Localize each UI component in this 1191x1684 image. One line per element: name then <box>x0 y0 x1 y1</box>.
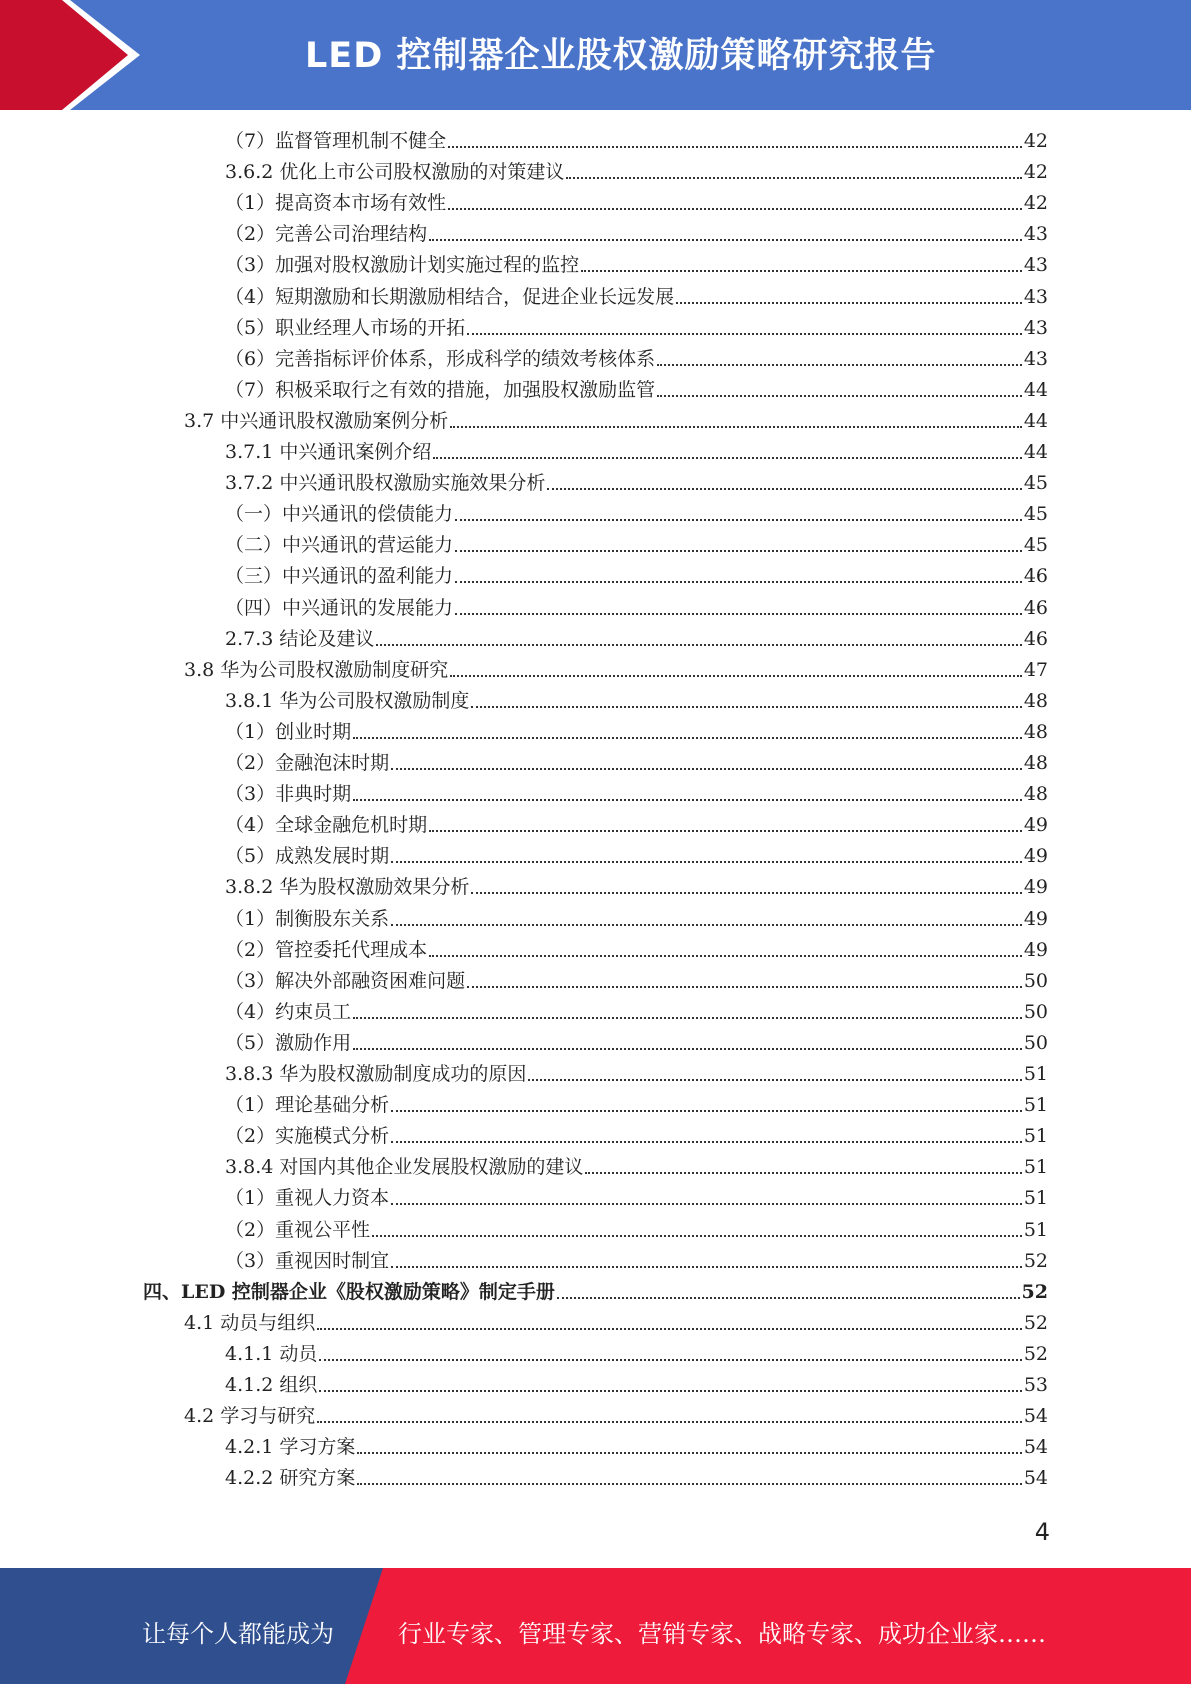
toc-dot-leader <box>467 966 1022 996</box>
toc-dot-leader <box>429 935 1022 965</box>
toc-entry[interactable] <box>225 1183 1048 1213</box>
toc-entry[interactable] <box>225 872 1048 902</box>
toc-entry-page: 49 <box>1023 907 1048 930</box>
toc-entry-label: （4）短期激励和长期激励相结合，促进企业长远发展 <box>225 285 675 308</box>
toc-dot-leader <box>353 997 1022 1027</box>
toc-dot-leader <box>429 810 1022 840</box>
toc-entry-page: 50 <box>1023 969 1048 992</box>
page-header <box>0 0 1191 110</box>
toc-entry[interactable] <box>225 1339 1048 1369</box>
toc-entry-page: 44 <box>1023 378 1048 401</box>
toc-entry-page: 49 <box>1023 938 1048 961</box>
toc-entry[interactable] <box>143 1277 1048 1307</box>
toc-entry-page: 42 <box>1023 192 1048 215</box>
toc-entry-label: （2）金融泡沫时期 <box>225 752 390 774</box>
toc-entry-page: 48 <box>1023 720 1048 743</box>
toc-entry-label: （5）职业经理人市场的开拓 <box>225 316 466 339</box>
toc-entry[interactable] <box>225 1215 1048 1245</box>
toc-dot-leader <box>391 1183 1022 1213</box>
toc-entry-page: 51 <box>1023 1063 1048 1085</box>
toc-entry-label: （2）实施模式分析 <box>225 1125 390 1148</box>
toc-dot-leader <box>376 624 1021 654</box>
toc-entry-page: 51 <box>1023 1218 1048 1241</box>
toc-entry-page: 52 <box>1023 1249 1048 1272</box>
toc-entry-page: 47 <box>1023 658 1048 681</box>
toc-entry-page: 52 <box>1023 1342 1048 1365</box>
toc-entry[interactable] <box>184 406 1048 436</box>
toc-entry-label: （3）非典时期 <box>225 783 352 806</box>
toc-entry-page: 52 <box>1021 1280 1048 1303</box>
toc-entry-page: 46 <box>1023 627 1048 650</box>
toc-entry[interactable] <box>225 1090 1048 1120</box>
toc-dot-leader <box>657 375 1022 405</box>
toc-entry[interactable] <box>225 561 1048 591</box>
toc-dot-leader <box>581 250 1022 280</box>
toc-entry[interactable] <box>225 1152 1048 1182</box>
toc-entry-page: 43 <box>1023 316 1048 339</box>
toc-dot-leader <box>391 841 1022 871</box>
toc-entry[interactable] <box>225 935 1048 965</box>
toc-dot-leader <box>372 1215 1022 1245</box>
toc-dot-leader <box>433 437 1021 467</box>
toc-entry-label: （2）完善公司治理结构 <box>225 223 428 246</box>
toc-dot-leader <box>391 748 1022 778</box>
toc-entry-label: （3）重视因时制宜 <box>225 1249 390 1272</box>
toc-dot-leader <box>357 1463 1021 1493</box>
toc-entry[interactable] <box>225 810 1048 840</box>
toc-entry-label: 3.8.1 华为公司股权激励制度 <box>225 689 470 712</box>
toc-entry-page: 49 <box>1023 814 1048 837</box>
toc-dot-leader <box>429 219 1022 249</box>
toc-entry-page: 51 <box>1023 1094 1048 1117</box>
toc-entry[interactable] <box>225 1059 1048 1089</box>
toc-entry-page: 49 <box>1023 845 1048 868</box>
toc-entry[interactable] <box>225 344 1048 374</box>
toc-dot-leader <box>391 1121 1022 1151</box>
toc-dot-leader <box>455 499 1022 529</box>
toc-entry-page: 49 <box>1023 876 1048 899</box>
toc-dot-leader <box>319 1339 1021 1369</box>
toc-entry-label: （1）制衡股东关系 <box>225 907 390 930</box>
toc-entry-page: 45 <box>1023 503 1048 526</box>
toc-entry[interactable] <box>225 126 1048 156</box>
toc-entry-label: 3.6.2 优化上市公司股权激励的对策建议 <box>225 161 565 184</box>
page-number: 4 <box>1034 1518 1050 1546</box>
toc-entry-label: 3.7 中兴通讯股权激励案例分析 <box>184 409 449 432</box>
toc-entry-page: 45 <box>1023 534 1048 557</box>
toc-entry-page: 46 <box>1023 565 1048 588</box>
toc-entry[interactable] <box>225 1121 1048 1151</box>
toc-entry-label: （4）全球金融危机时期 <box>225 814 428 837</box>
toc-dot-leader <box>319 1370 1021 1400</box>
toc-entry[interactable] <box>225 624 1048 654</box>
toc-entry-label: （3）加强对股权激励计划实施过程的监控 <box>225 254 580 277</box>
toc-dot-leader <box>455 593 1022 623</box>
toc-entry-label: 4.2.1 学习方案 <box>225 1436 356 1459</box>
toc-entry[interactable] <box>225 779 1048 809</box>
toc-entry[interactable] <box>225 1432 1048 1462</box>
page-footer <box>0 1568 1191 1684</box>
toc-dot-leader <box>353 779 1022 809</box>
toc-dot-leader <box>357 1432 1021 1462</box>
toc-entry[interactable] <box>225 966 1048 996</box>
toc-entry-label: 3.8.4 对国内其他企业发展股权激励的建议 <box>225 1156 584 1179</box>
toc-dot-leader <box>585 1152 1021 1182</box>
toc-entry-label: 3.7.2 中兴通讯股权激励实施效果分析 <box>225 472 546 495</box>
toc-entry-label: 2.7.3 结论及建议 <box>225 627 375 650</box>
toc-dot-leader <box>676 282 1022 312</box>
toc-entry-page: 54 <box>1023 1436 1048 1459</box>
toc-entry-label: （7）监督管理机制不健全 <box>225 130 447 152</box>
toc-entry-label: （三）中兴通讯的盈利能力 <box>225 565 454 588</box>
toc-entry-page: 42 <box>1023 130 1048 152</box>
toc-entry-label: （6）完善指标评价体系，形成科学的绩效考核体系 <box>225 347 656 370</box>
toc-entry[interactable] <box>225 717 1048 747</box>
toc-entry-label: （2）管控委托代理成本 <box>225 938 428 961</box>
toc-entry-label: （5）激励作用 <box>225 1031 352 1054</box>
toc-dot-leader <box>448 188 1022 218</box>
toc-dot-leader <box>353 717 1022 747</box>
toc-dot-leader <box>467 313 1022 343</box>
toc-entry-page: 43 <box>1023 223 1048 246</box>
toc-entry[interactable] <box>225 499 1048 529</box>
toc-entry-page: 42 <box>1023 161 1048 184</box>
toc-entry[interactable] <box>225 593 1048 623</box>
toc-dot-leader <box>547 468 1021 498</box>
toc-entry-page: 43 <box>1023 347 1048 370</box>
toc-dot-leader <box>471 686 1021 716</box>
toc-entry-page: 48 <box>1023 752 1048 774</box>
toc-entry-label: （2）重视公平性 <box>225 1218 371 1241</box>
toc-entry-page: 51 <box>1023 1125 1048 1148</box>
toc-dot-leader <box>557 1277 1020 1307</box>
toc-dot-leader <box>448 126 1022 156</box>
toc-entry[interactable] <box>225 530 1048 560</box>
toc-entry-label: 4.1.1 动员 <box>225 1342 318 1365</box>
toc-entry[interactable] <box>225 157 1048 187</box>
toc-entry-page: 46 <box>1023 596 1048 619</box>
toc-dot-leader <box>391 904 1022 934</box>
toc-entry-label: （1）理论基础分析 <box>225 1094 390 1117</box>
toc-entry-page: 53 <box>1023 1374 1048 1396</box>
toc-entry[interactable] <box>225 1370 1048 1400</box>
toc-entry-label: 四、LED 控制器企业《股权激励策略》制定手册 <box>143 1280 555 1303</box>
toc-dot-leader <box>657 344 1022 374</box>
toc-dot-leader <box>471 872 1021 902</box>
toc-entry[interactable] <box>184 655 1048 685</box>
toc-dot-leader <box>391 1246 1022 1276</box>
toc-entry-label: 3.8.3 华为股权激励制度成功的原因 <box>225 1063 527 1085</box>
toc-entry-label: （4）约束员工 <box>225 1000 352 1023</box>
toc-entry[interactable] <box>225 1246 1048 1276</box>
toc-dot-leader <box>353 1028 1022 1058</box>
toc-entry[interactable] <box>225 748 1048 778</box>
toc-entry[interactable] <box>225 219 1048 249</box>
toc-entry[interactable] <box>225 468 1048 498</box>
toc-entry[interactable] <box>184 1401 1048 1431</box>
toc-entry[interactable] <box>225 1463 1048 1493</box>
toc-entry-page: 48 <box>1023 689 1048 712</box>
toc-dot-leader <box>450 655 1022 685</box>
toc-entry-label: 3.7.1 中兴通讯案例介绍 <box>225 441 432 463</box>
toc-entry-label: 3.8 华为公司股权激励制度研究 <box>184 658 449 681</box>
toc-entry[interactable] <box>225 282 1048 312</box>
toc-entry-label: 4.1 动员与组织 <box>184 1311 316 1334</box>
toc-entry[interactable] <box>225 686 1048 716</box>
toc-entry-label: （1）创业时期 <box>225 720 352 743</box>
toc-entry-label: 4.2.2 研究方案 <box>225 1467 356 1490</box>
toc-dot-leader <box>528 1059 1021 1089</box>
toc-dot-leader <box>455 530 1022 560</box>
toc-entry-label: （1）重视人力资本 <box>225 1187 390 1210</box>
document-title: LED 控制器企业股权激励策略研究报告 <box>305 36 937 76</box>
toc-dot-leader <box>455 561 1022 591</box>
toc-entry[interactable] <box>225 313 1048 343</box>
toc-entry-page: 51 <box>1023 1156 1048 1179</box>
toc-entry-page: 52 <box>1023 1311 1048 1334</box>
toc-entry[interactable] <box>225 250 1048 280</box>
toc-entry-label: 4.1.2 组织 <box>225 1374 318 1396</box>
toc-entry-page: 51 <box>1023 1187 1048 1210</box>
toc-entry-label: （二）中兴通讯的营运能力 <box>225 534 454 557</box>
toc-entry[interactable] <box>225 375 1048 405</box>
toc-entry-page: 43 <box>1023 254 1048 277</box>
toc-entry-label: 4.2 学习与研究 <box>184 1405 316 1428</box>
toc-entry-page: 50 <box>1023 1000 1048 1023</box>
toc-entry[interactable] <box>225 188 1048 218</box>
toc-entry[interactable] <box>225 904 1048 934</box>
toc-entry-page: 44 <box>1023 441 1048 463</box>
toc-entry[interactable] <box>225 437 1048 467</box>
toc-entry-label: （四）中兴通讯的发展能力 <box>225 596 454 619</box>
toc-entry-label: （3）解决外部融资困难问题 <box>225 969 466 992</box>
toc-dot-leader <box>317 1401 1022 1431</box>
toc-entry-label: （1）提高资本市场有效性 <box>225 192 447 215</box>
footer-slogan-left: 让每个人都能成为 <box>142 1620 334 1648</box>
toc-entry-page: 45 <box>1023 472 1048 495</box>
toc-entry-page: 54 <box>1023 1405 1048 1428</box>
toc-entry-page: 54 <box>1023 1467 1048 1490</box>
toc-entry-label: （一）中兴通讯的偿债能力 <box>225 503 454 526</box>
toc-entry-label: 3.8.2 华为股权激励效果分析 <box>225 876 470 899</box>
footer-slogan-right: 行业专家、管理专家、营销专家、战略专家、成功企业家…… <box>398 1620 1046 1648</box>
toc-entry-label: （7）积极采取行之有效的措施，加强股权激励监管 <box>225 378 656 401</box>
toc-entry-label: （5）成熟发展时期 <box>225 845 390 868</box>
toc-entry[interactable] <box>225 1028 1048 1058</box>
toc-entry[interactable] <box>225 997 1048 1027</box>
toc-entry-page: 43 <box>1023 285 1048 308</box>
toc-entry-page: 50 <box>1023 1031 1048 1054</box>
toc-dot-leader <box>566 157 1021 187</box>
toc-entry-page: 44 <box>1023 409 1048 432</box>
toc-entry[interactable] <box>225 841 1048 871</box>
toc-dot-leader <box>450 406 1022 436</box>
toc-entry-page: 48 <box>1023 783 1048 806</box>
toc-dot-leader <box>391 1090 1022 1120</box>
toc-dot-leader <box>317 1308 1022 1338</box>
toc-entry[interactable] <box>184 1308 1048 1338</box>
